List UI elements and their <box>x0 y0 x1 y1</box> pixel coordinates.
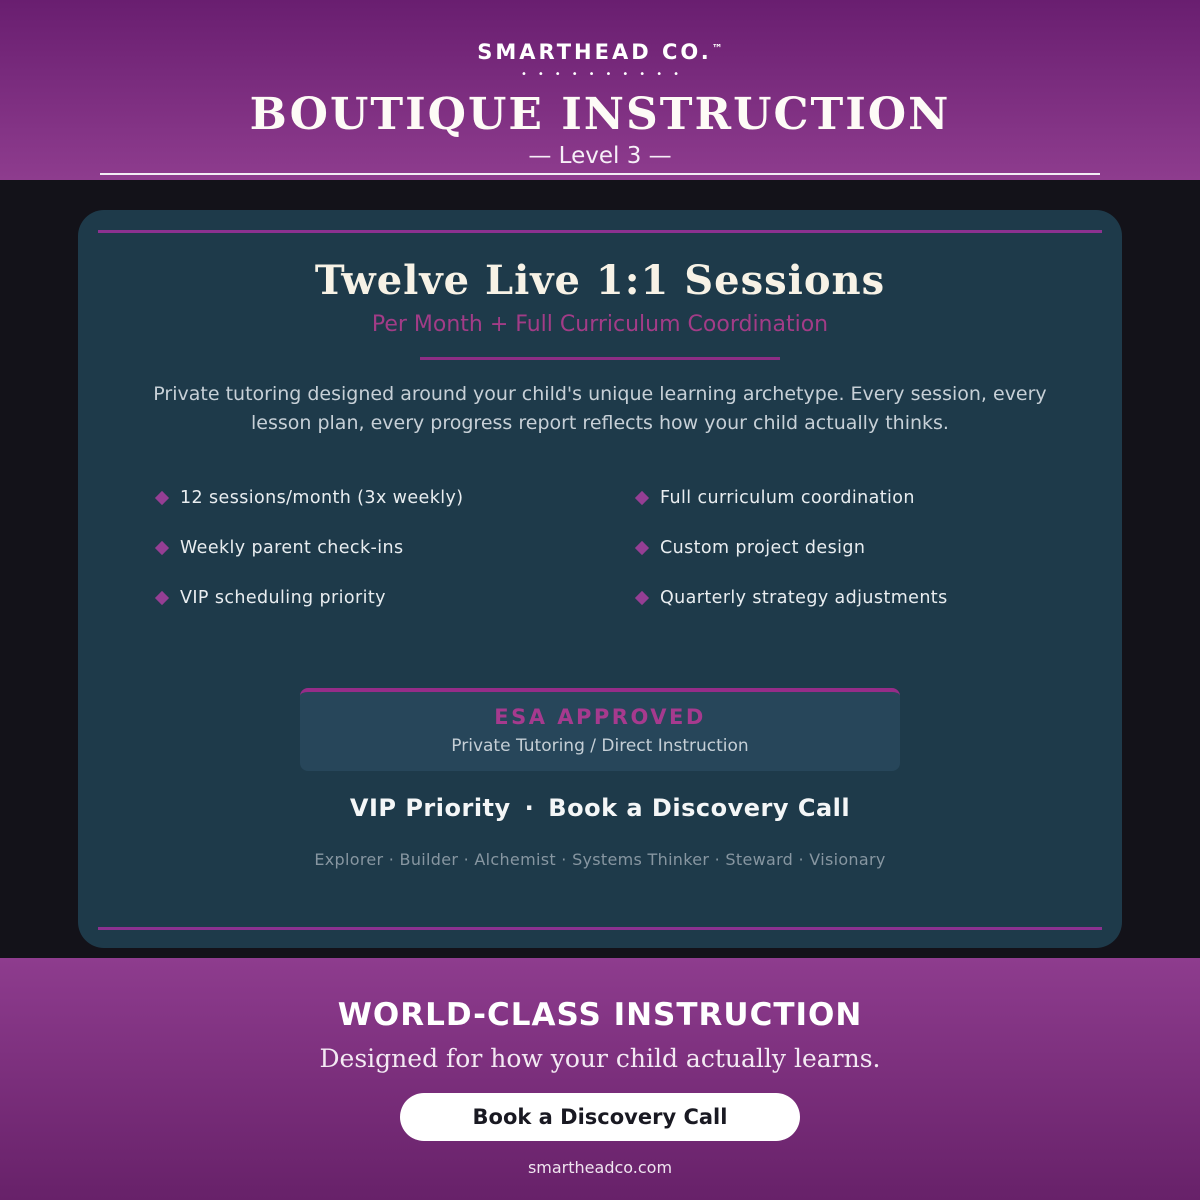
brand-name <box>0 0 1200 64</box>
feature-label: Quarterly strategy adjustments <box>660 588 948 608</box>
trademark-symbol: ™ <box>711 42 723 55</box>
esa-badge-title: ESA APPROVED <box>494 705 706 729</box>
esa-badge-subtitle: Private Tutoring / Direct Instruction <box>451 736 749 756</box>
archetypes-list: Explorer · Builder · Alchemist · Systems Thinker · Steward · Visionary <box>314 850 886 869</box>
diamond-bullet-icon <box>155 541 169 555</box>
book-discovery-call-button[interactable]: Book a Discovery Call <box>400 1093 800 1141</box>
subtitle-divider <box>420 357 780 360</box>
website-url: smartheadco.com <box>527 1158 673 1177</box>
feature-item <box>635 536 1045 560</box>
cta-book-label: Book a Discovery Call <box>548 794 851 822</box>
level-label: — Level 3 — <box>528 143 672 169</box>
diamond-bullet-icon <box>635 591 649 605</box>
footer-heading: WORLD-CLASS INSTRUCTION <box>337 997 863 1033</box>
cta-line <box>78 793 1122 823</box>
footer-banner <box>0 958 1200 1200</box>
header-banner <box>0 0 1200 180</box>
feature-item <box>155 536 635 560</box>
dots-decoration: •••••••••• <box>521 69 690 80</box>
diamond-bullet-icon <box>635 541 649 555</box>
feature-label: Weekly parent check-ins <box>180 538 404 558</box>
cta-vip-label: VIP Priority <box>349 794 511 822</box>
page-title: BOUTIQUE INSTRUCTION <box>249 89 951 140</box>
features-list <box>78 486 1122 610</box>
card-bottom-divider <box>98 927 1102 930</box>
esa-approved-badge <box>300 688 900 771</box>
feature-label: Full curriculum coordination <box>660 488 915 508</box>
feature-item <box>155 586 635 610</box>
cta-separator: · <box>524 794 535 822</box>
diamond-bullet-icon <box>635 491 649 505</box>
feature-label: 12 sessions/month (3x weekly) <box>180 488 464 508</box>
feature-item <box>635 486 1045 510</box>
diamond-bullet-icon <box>155 491 169 505</box>
brand-label: SMARTHEAD CO. <box>477 40 712 64</box>
diamond-bullet-icon <box>155 591 169 605</box>
offer-title: Twelve Live 1:1 Sessions <box>314 257 886 304</box>
feature-label: Custom project design <box>660 538 866 558</box>
feature-label: VIP scheduling priority <box>180 588 386 608</box>
feature-item <box>155 486 635 510</box>
card-top-divider <box>98 230 1102 233</box>
offer-description: Private tutoring designed around your child's unique learning archetype. Every session, every lesson plan, every progress report reflects how your child actually thinks. <box>153 383 1047 434</box>
feature-item <box>635 586 1045 610</box>
header-divider <box>100 173 1100 175</box>
offer-subtitle: Per Month + Full Curriculum Coordination <box>371 312 829 337</box>
offer-card <box>78 210 1122 948</box>
footer-tagline: Designed for how your child actually learns. <box>319 1044 881 1073</box>
